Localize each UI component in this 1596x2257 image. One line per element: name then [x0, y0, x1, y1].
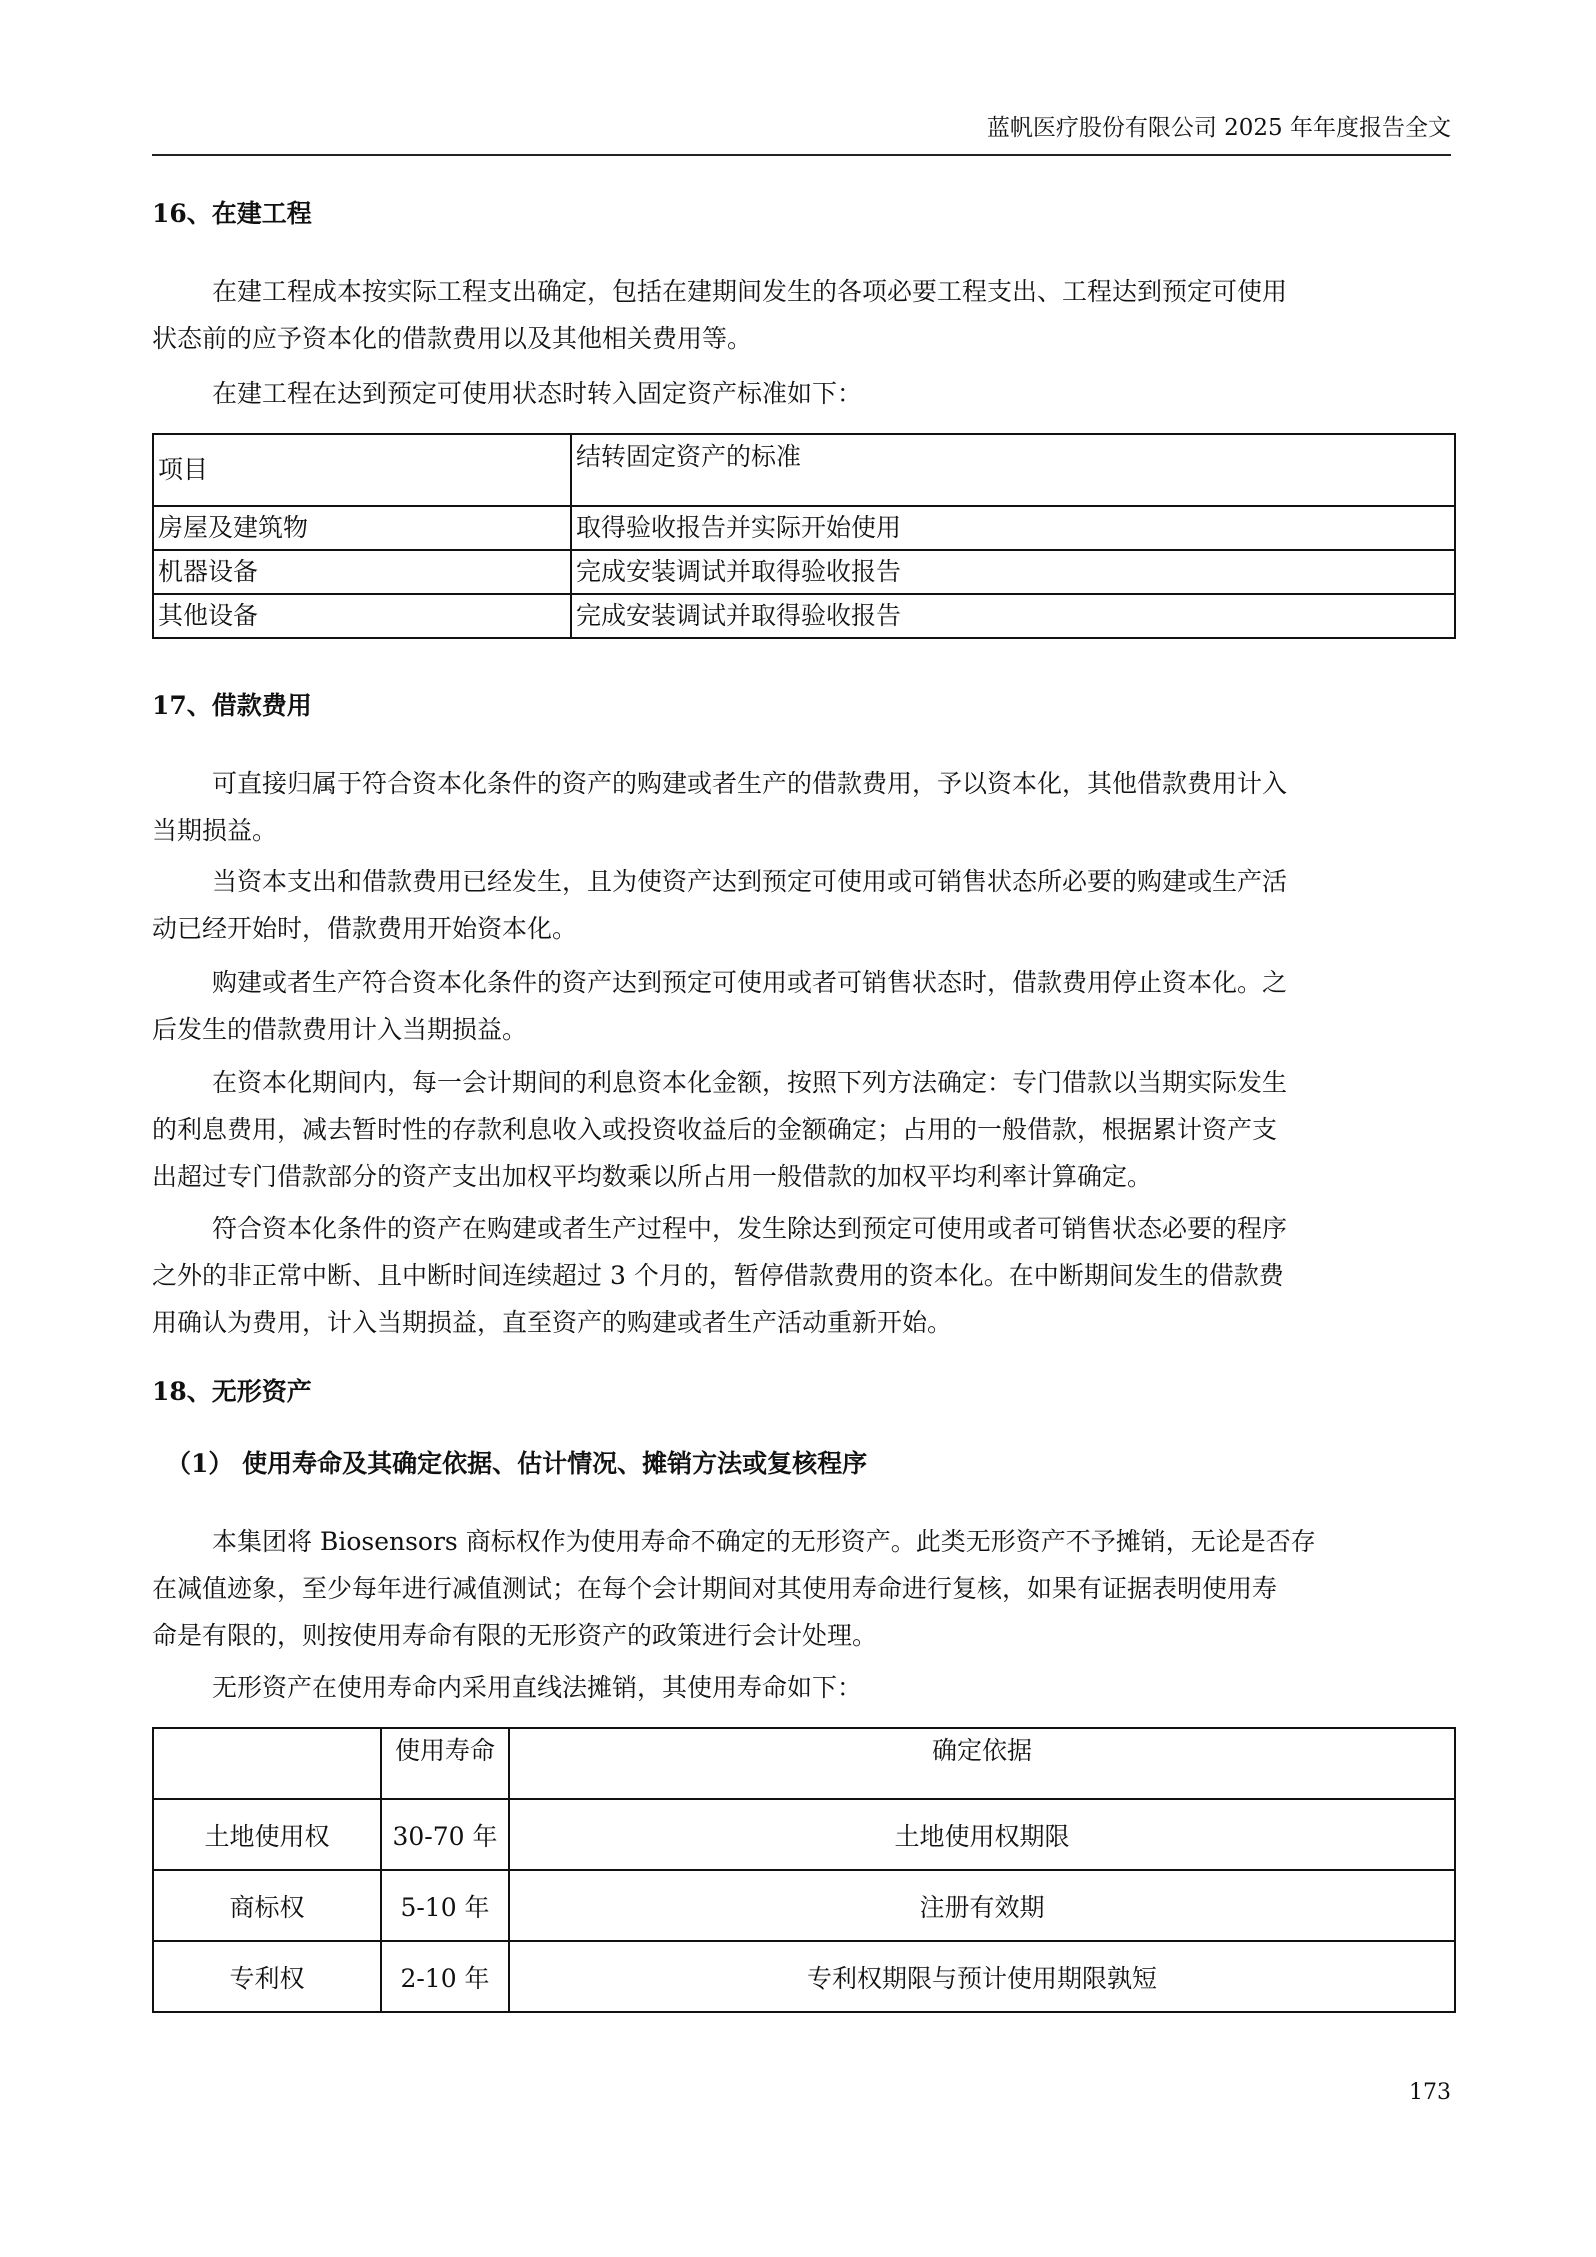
- text-line: 本集团将 Biosensors 商标权作为使用寿命不确定的无形资产。此类无形资产不予摊销，无论是否存: [212, 1527, 1316, 1556]
- text-line: 在建工程在达到预定可使用状态时转入固定资产标准如下：: [212, 379, 863, 408]
- table-row: [153, 550, 1455, 594]
- table-cell: 取得验收报告并实际开始使用: [571, 506, 1455, 550]
- table-cell: 其他设备: [153, 594, 571, 638]
- table-cell: 房屋及建筑物: [153, 506, 571, 550]
- text-line: 购建或者生产符合资本化条件的资产达到预定可使用或者可销售状态时，借款费用停止资本化。之: [212, 968, 1288, 997]
- text-line: 无形资产在使用寿命内采用直线法摊销，其使用寿命如下：: [212, 1673, 863, 1702]
- table-row: [153, 1870, 1455, 1941]
- paragraph: [152, 1518, 1452, 1659]
- section-heading-18: 18、无形资产: [152, 1377, 312, 1406]
- paragraph: [152, 959, 1452, 1053]
- table-cell: 完成安装调试并取得验收报告: [571, 550, 1455, 594]
- table-row: [153, 1799, 1455, 1870]
- page-number: 173: [1409, 2080, 1451, 2105]
- text-line: 的利息费用，减去暂时性的存款利息收入或投资收益后的金额确定；占用的一般借款，根据累计资产支: [152, 1115, 1278, 1144]
- section-heading-16: 16、在建工程: [152, 199, 312, 228]
- table-row: [153, 506, 1455, 550]
- sub-heading: （1） 使用寿命及其确定依据、估计情况、摊销方法或复核程序: [166, 1449, 868, 1478]
- text-line: 用确认为费用，计入当期损益，直至资产的购建或者生产活动重新开始。: [152, 1308, 953, 1337]
- text-line: 动已经开始时，借款费用开始资本化。: [152, 914, 578, 943]
- paragraph: [152, 858, 1452, 952]
- table-cell: 土地使用权期限: [509, 1799, 1455, 1870]
- table-header-cell: 结转固定资产的标准: [571, 434, 1455, 506]
- table-header-cell: 确定依据: [509, 1728, 1455, 1799]
- text-line: 当资本支出和借款费用已经发生，且为使资产达到预定可使用或可销售状态所必要的购建或生产活: [212, 867, 1288, 896]
- construction-transfer-table: [152, 433, 1456, 639]
- table-cell: 机器设备: [153, 550, 571, 594]
- paragraph: [152, 1664, 1452, 1711]
- text-line: 命是有限的，则按使用寿命有限的无形资产的政策进行会计处理。: [152, 1621, 878, 1650]
- table-cell: 商标权: [153, 1870, 381, 1941]
- paragraph: [152, 1059, 1452, 1200]
- text-line: 出超过专门借款部分的资产支出加权平均数乘以所占用一般借款的加权平均利率计算确定。: [152, 1162, 1153, 1191]
- table-cell: 专利权期限与预计使用期限孰短: [509, 1941, 1455, 2012]
- table-row: [153, 594, 1455, 638]
- intangible-life-table: [152, 1727, 1456, 2013]
- table-row: [153, 1941, 1455, 2012]
- table-cell: 专利权: [153, 1941, 381, 2012]
- text-line: 之外的非正常中断、且中断时间连续超过 3 个月的，暂停借款费用的资本化。在中断期间发生的借款费: [152, 1261, 1284, 1290]
- text-line: 在建工程成本按实际工程支出确定，包括在建期间发生的各项必要工程支出、工程达到预定可使用: [212, 277, 1288, 306]
- text-line: 在减值迹象，至少每年进行减值测试；在每个会计期间对其使用寿命进行复核，如果有证据表明使用寿: [152, 1574, 1278, 1603]
- table-header-row: [153, 1728, 1455, 1799]
- table-header-row: [153, 434, 1455, 506]
- table-header-cell: [153, 1728, 381, 1799]
- paragraph: [152, 370, 1452, 417]
- section-heading-17: 17、借款费用: [152, 691, 312, 720]
- table-cell: 5-10 年: [381, 1870, 509, 1941]
- table-cell: 土地使用权: [153, 1799, 381, 1870]
- table-cell: 30-70 年: [381, 1799, 509, 1870]
- table-header-cell: 使用寿命: [381, 1728, 509, 1799]
- table-header-cell: 项目: [153, 434, 571, 506]
- header-title: 蓝帆医疗股份有限公司 2025 年年度报告全文: [986, 115, 1451, 141]
- paragraph: [152, 268, 1452, 362]
- page-header: [152, 110, 1451, 156]
- text-line: 后发生的借款费用计入当期损益。: [152, 1015, 528, 1044]
- text-line: 在资本化期间内，每一会计期间的利息资本化金额，按照下列方法确定：专门借款以当期实际发生: [212, 1068, 1288, 1097]
- paragraph: [152, 1205, 1452, 1346]
- paragraph: [152, 760, 1452, 854]
- text-line: 状态前的应予资本化的借款费用以及其他相关费用等。: [152, 324, 753, 353]
- table-cell: 2-10 年: [381, 1941, 509, 2012]
- text-line: 可直接归属于符合资本化条件的资产的购建或者生产的借款费用，予以资本化，其他借款费用计入: [212, 769, 1288, 798]
- text-line: 符合资本化条件的资产在购建或者生产过程中，发生除达到预定可使用或者可销售状态必要的程序: [212, 1214, 1288, 1243]
- text-line: 当期损益。: [152, 816, 278, 845]
- table-cell: 注册有效期: [509, 1870, 1455, 1941]
- table-cell: 完成安装调试并取得验收报告: [571, 594, 1455, 638]
